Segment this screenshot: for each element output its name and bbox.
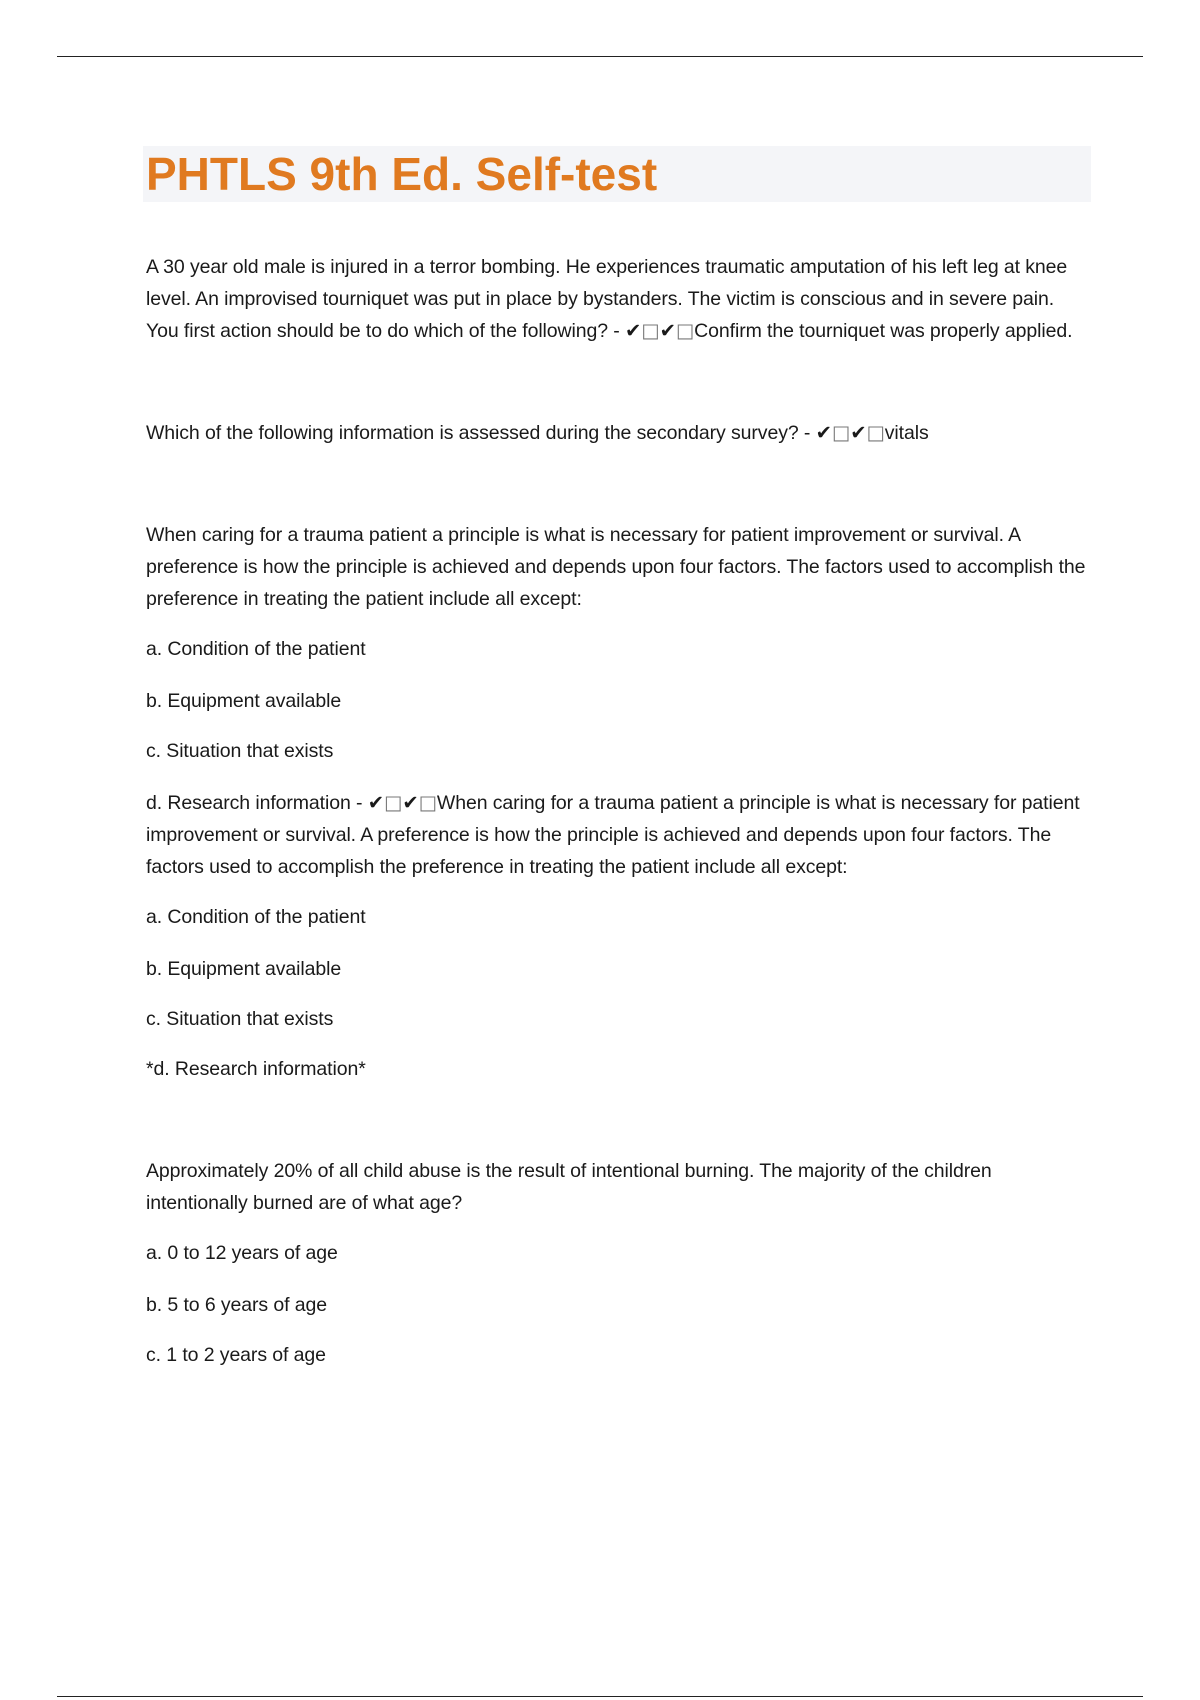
footer-rule: [57, 1696, 1143, 1697]
question-3-option-d-text: d. Research information -: [146, 792, 368, 814]
checkmark-icon: ✔: [659, 319, 676, 342]
header-rule: [57, 56, 1143, 57]
question-3-answer-b: b. Equipment available: [146, 958, 342, 980]
question-4-option-c: c. 1 to 2 years of age: [146, 1344, 326, 1366]
question-3: When caring for a trauma patient a principle is what is necessary for patient improvement or survival. A preference is how the principle is achieved and depends upon four factors. The factors used to accomplish the preference in treating the patient include all except:: [146, 524, 1086, 610]
checkmark-icon: ✔: [367, 791, 384, 814]
question-2-answer: vitals: [884, 422, 929, 444]
missing-glyph-icon: □: [641, 319, 660, 342]
checkmark-icon: ✔: [850, 421, 867, 444]
document-body: [146, 251, 1086, 1371]
checkmark-icon: ✔: [625, 319, 642, 342]
question-3-option-a: a. Condition of the patient: [146, 638, 366, 660]
question-1: [146, 251, 1086, 347]
checkmark-icon: ✔: [402, 791, 419, 814]
question-2-text: Which of the following information is assessed during the secondary survey? -: [146, 422, 816, 444]
question-3-answer-a: a. Condition of the patient: [146, 906, 366, 928]
question-3-answer-c: c. Situation that exists: [146, 1008, 334, 1030]
missing-glyph-icon: □: [866, 421, 885, 444]
checkmark-icon: ✔: [815, 421, 832, 444]
question-3-answer-d: *d. Research information*: [146, 1058, 366, 1080]
page-title: PHTLS 9th Ed. Self-test: [146, 148, 658, 200]
question-3-option-c: c. Situation that exists: [146, 740, 334, 762]
missing-glyph-icon: □: [675, 319, 695, 342]
missing-glyph-icon: □: [831, 421, 851, 444]
missing-glyph-icon: □: [384, 791, 403, 814]
question-1-text: A 30 year old male is injured in a terror bombing. He experiences traumatic amputation of his left leg at knee level. An improvised tourniquet was put in place by bystanders. The victim is conscious and in severe pain. You first action should be to do which of the following? -: [146, 256, 1068, 342]
question-4-option-a: a. 0 to 12 years of age: [146, 1242, 338, 1264]
question-2: [146, 417, 1086, 449]
question-3-option-b: b. Equipment available: [146, 690, 342, 712]
question-4: Approximately 20% of all child abuse is the result of intentional burning. The majority of the children intentionally burned are of what age?: [146, 1160, 992, 1214]
question-4-option-b: b. 5 to 6 years of age: [146, 1294, 328, 1316]
question-3-answer: When caring for a trauma patient a principle is what is necessary for patient improvement or survival. A preference is how the principle is achieved and depends upon four factors. The factors used to accomplish the preference in treating the patient include all except:: [146, 792, 1080, 878]
question-3-option-d: [146, 787, 1086, 883]
question-1-answer: Confirm the tourniquet was properly applied.: [694, 320, 1073, 342]
missing-glyph-icon: □: [418, 791, 437, 814]
